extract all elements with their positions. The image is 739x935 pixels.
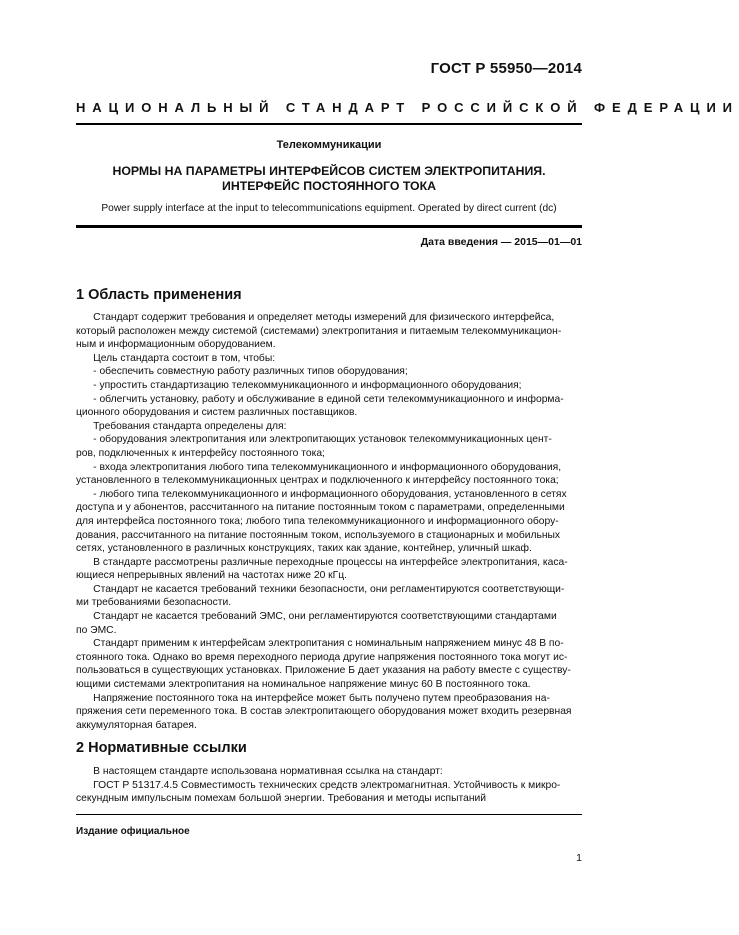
section1-line: установленного в телекоммуникационных центрах и подключенного к интерфейсу постоянного тока; [76, 475, 559, 487]
section1-line: который расположен между системой (системами) электропитания и питаемым телекоммуникацион- [76, 325, 562, 337]
section1-line: дования, рассчитанного на питание постоянным током, используемого в стационарных и мобильных [76, 529, 561, 541]
section1-line: ным и информационным оборудованием. [76, 339, 276, 351]
section1-line: - упростить стандартизацию телекоммуникационного и информационного оборудования; [76, 379, 522, 391]
section2-line: секундным импульсным помехам большой энергии. Требования и методы испытаний [76, 793, 487, 805]
section1-line: доступа и у абонентов, рассчитанного на питание постоянным током с параметрами, определенными [76, 502, 565, 514]
title-line-1: НОРМЫ НА ПАРАМЕТРЫ ИНТЕРФЕЙСОВ СИСТЕМ ЭЛЕКТРОПИТАНИЯ. [112, 164, 546, 178]
page-number: 1 [576, 852, 582, 864]
section1-line: ционного оборудования и систем различных поставщиков. [76, 407, 358, 419]
section1-line: Стандарт не касается требований техники безопасности, они регламентируются соответствующи- [76, 583, 565, 595]
section2-line: В настоящем стандарте использована нормативная ссылка на стандарт: [76, 766, 443, 777]
section1-line: ров, подключенных к интерфейсу постоянного тока; [76, 447, 325, 459]
section1-line: по ЭМС. [76, 624, 117, 636]
section1-line: Напряжение постоянного тока на интерфейсе может быть получено путем преобразования на- [76, 692, 550, 704]
section1-line: ми требованиями безопасности. [76, 597, 232, 609]
section1-line: пряжения сети переменного тока. В состав электропитающего оборудования может входить резервная [76, 706, 572, 718]
title-rule [76, 225, 582, 228]
document-number: ГОСТ Р 55950—2014 [430, 60, 582, 77]
introduction-date: Дата введения — 2015—01—01 [420, 236, 582, 248]
section1-line: В стандарте рассмотрены различные переходные процессы на интерфейсе электропитания, касa- [76, 556, 568, 568]
top-rule [76, 123, 582, 125]
section1-line: Цель стандарта состоит в том, чтобы: [76, 352, 276, 364]
section1-line: ющими системами электропитания на номинальное напряжение минус 60 В постоянного тока. [76, 679, 531, 691]
section1-line: - облегчить установку, работу и обслуживание в единой сети телекоммуникационного и информа- [76, 393, 564, 405]
section1-line: для интерфейса постоянного тока; любого типа телекоммуникационного и информационного обору- [76, 515, 559, 527]
section-2-heading: 2 Нормативные ссылки [76, 740, 247, 756]
section-1-body [76, 311, 582, 732]
official-edition-label: Издание официальное [76, 826, 190, 837]
section1-line: пользоваться в существующих установках. Приложение Б дает указания на работу вместе с существу- [76, 665, 571, 677]
title-line-2: ИНТЕРФЕЙС ПОСТОЯННОГО ТОКА [221, 179, 436, 193]
section1-line: Стандарт применим к интерфейсам электропитания с номинальным напряжением минус 48 В по- [76, 638, 564, 650]
section1-line: ющиеся непрерывных явлений на частотах ниже 20 кГц. [76, 570, 348, 582]
category-label: Телекоммуникации [276, 139, 382, 151]
section1-line: сетях, установленного в различных конструкциях, таких как здание, контейнер, уличный шкаф. [76, 543, 532, 555]
national-standard-banner: НАЦИОНАЛЬНЫЙ СТАНДАРТ РОССИЙСКОЙ ФЕДЕРАЦИИ [76, 100, 739, 115]
section1-line: - любого типа телекоммуникационного и информационного оборудования, установленного в сетях [76, 488, 567, 500]
section1-line: - входа электропитания любого типа телекоммуникационного и информационного оборудования, [76, 461, 562, 473]
section1-line: - оборудования электропитания или электропитающих установок телекоммуникационных цент- [76, 434, 552, 446]
english-title: Power supply interface at the input to telecommunications equipment. Operated by direct current (dc) [101, 203, 557, 214]
section-1-heading: 1 Область применения [76, 287, 242, 303]
section1-line: стоянного тока. Однако во время переходного периода другие напряжения постоянного тока могут ис- [76, 651, 568, 663]
section2-line: ГОСТ Р 51317.4.5 Совместимость технических средств электромагнитная. Устойчивость к микро- [76, 779, 561, 791]
footer-rule [76, 814, 582, 815]
document-title [76, 164, 582, 194]
section1-line: - обеспечить совместную работу различных типов оборудования; [76, 366, 408, 378]
section1-line: Стандарт содержит требования и определяет методы измерений для физического интерфейса, [76, 312, 555, 323]
section1-line: аккумуляторная батарея. [76, 719, 197, 731]
section-2-body [76, 765, 582, 806]
section1-line: Стандарт не касается требований ЭМС, они регламентируются соответствующими стандартами [76, 611, 557, 623]
section1-line: Требования стандарта определены для: [76, 420, 287, 432]
